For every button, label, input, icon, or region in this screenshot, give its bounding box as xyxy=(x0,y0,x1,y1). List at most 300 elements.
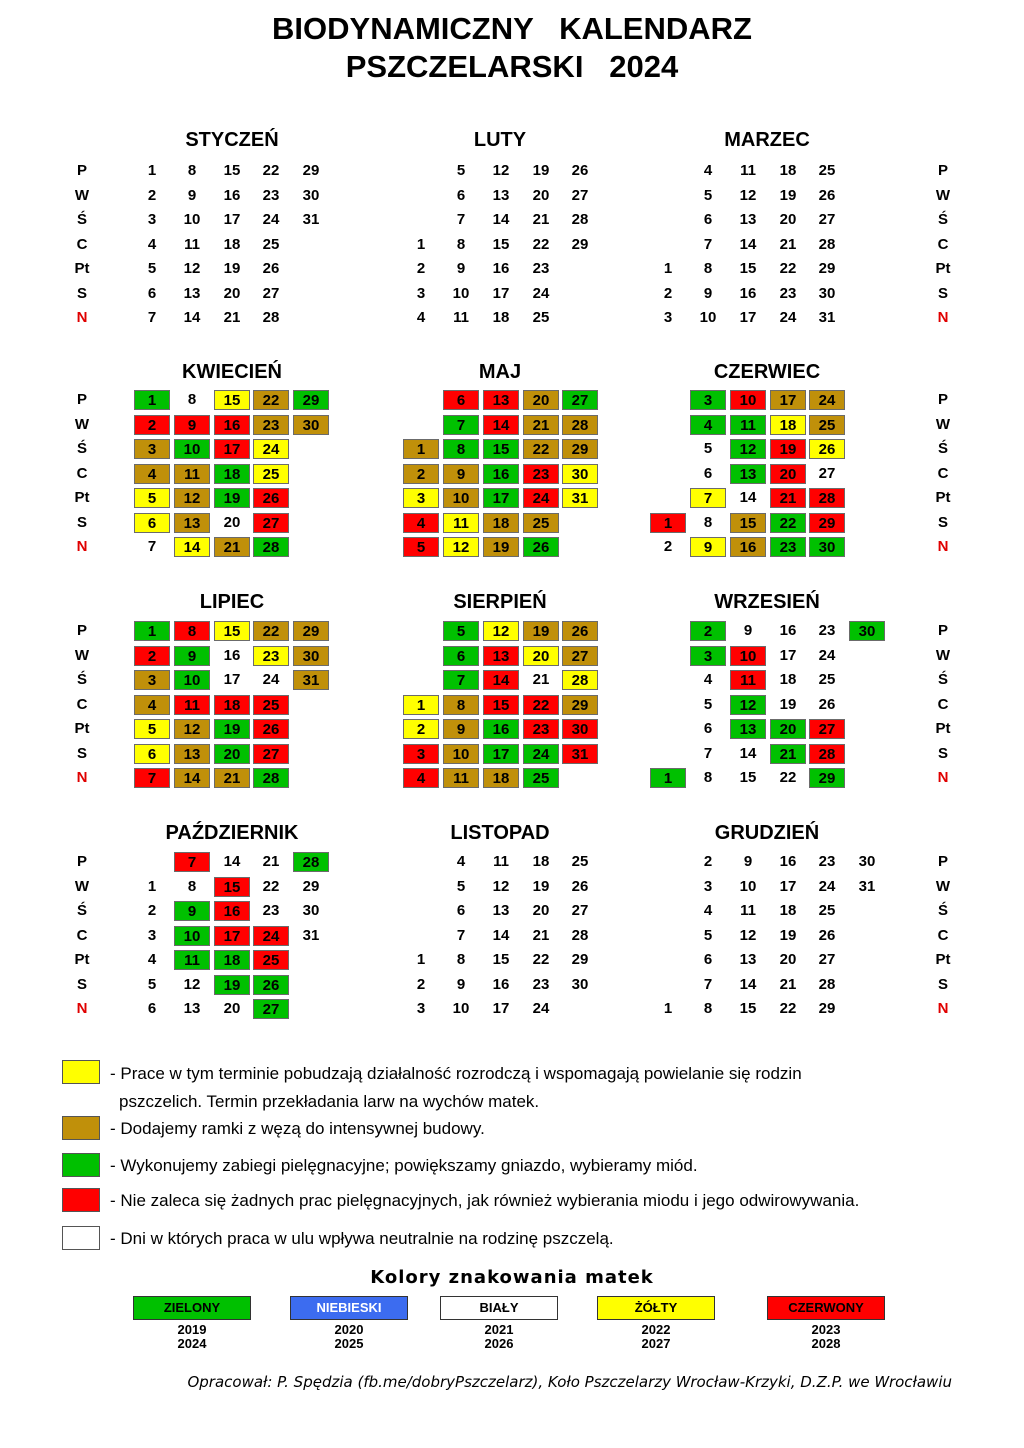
day-cell: 21 xyxy=(214,537,250,557)
day-cell: 5 xyxy=(147,975,157,993)
day-cell: 24 xyxy=(532,284,550,302)
day-cell: 26 xyxy=(562,621,598,641)
day-label-left: P xyxy=(76,622,87,639)
day-cell: 1 xyxy=(416,235,426,253)
day-cell: 23 xyxy=(523,719,559,739)
queen-year: 2021 xyxy=(484,1322,514,1337)
day-cell: 11 xyxy=(184,235,200,253)
day-cell: 25 xyxy=(532,309,550,326)
day-cell: 24 xyxy=(253,439,289,459)
day-cell: 17 xyxy=(492,284,510,302)
day-cell: 27 xyxy=(571,902,589,919)
day-cell: 21 xyxy=(532,671,550,688)
month-name: STYCZEŃ xyxy=(185,129,279,151)
day-cell: 14 xyxy=(483,415,519,435)
day-cell: 19 xyxy=(523,621,559,641)
day-cell: 20 xyxy=(779,211,797,228)
day-cell: 8 xyxy=(456,951,466,968)
day-cell: 3 xyxy=(147,211,157,228)
day-label-left: P xyxy=(76,391,87,408)
day-cell: 24 xyxy=(532,1000,550,1017)
day-cell: 22 xyxy=(253,621,289,641)
day-cell: 23 xyxy=(253,415,289,435)
day-cell: 5 xyxy=(403,537,439,557)
day-cell: 17 xyxy=(770,390,806,410)
day-cell: 5 xyxy=(703,186,713,204)
day-cell: 15 xyxy=(214,877,250,897)
day-cell: 26 xyxy=(818,186,836,204)
day-cell: 11 xyxy=(174,464,210,484)
day-cell: 17 xyxy=(214,439,250,459)
day-cell: 14 xyxy=(492,926,510,944)
day-cell: 9 xyxy=(456,975,466,993)
day-cell: 1 xyxy=(147,162,157,179)
day-cell: 7 xyxy=(174,852,210,872)
day-cell: 1 xyxy=(663,1000,673,1017)
day-cell: 26 xyxy=(809,439,845,459)
day-cell: 14 xyxy=(483,670,519,690)
day-cell: 5 xyxy=(456,877,466,895)
day-cell: 3 xyxy=(416,284,426,302)
day-label-left: Ś xyxy=(76,902,87,919)
day-label-left: N xyxy=(76,769,88,786)
day-cell: 2 xyxy=(403,719,439,739)
day-cell: 20 xyxy=(223,284,241,302)
day-label-right: C xyxy=(937,926,949,944)
day-cell: 22 xyxy=(532,951,550,968)
day-cell: 20 xyxy=(223,1000,241,1017)
day-cell: 3 xyxy=(703,877,713,895)
day-cell: 13 xyxy=(483,646,519,666)
day-cell: 14 xyxy=(492,211,510,228)
day-cell: 21 xyxy=(770,488,806,508)
day-label-left: W xyxy=(74,877,90,895)
legend-text xyxy=(110,1225,970,1253)
day-cell: 23 xyxy=(253,646,289,666)
day-cell: 29 xyxy=(302,162,320,179)
day-cell: 19 xyxy=(214,719,250,739)
day-label-left: P xyxy=(76,853,87,870)
day-cell: 15 xyxy=(214,390,250,410)
day-cell: 30 xyxy=(302,902,320,919)
day-cell: 10 xyxy=(174,439,210,459)
day-cell: 23 xyxy=(818,622,836,639)
day-cell: 20 xyxy=(770,719,806,739)
day-cell: 21 xyxy=(523,415,559,435)
legend-line: - Dodajemy ramki z węzą do intensywnej budowy. xyxy=(110,1119,485,1138)
day-cell: 19 xyxy=(483,537,519,557)
month-name: LISTOPAD xyxy=(450,822,550,844)
day-cell: 6 xyxy=(703,720,713,737)
day-cell: 29 xyxy=(562,695,598,715)
queen-color-box: CZERWONY xyxy=(767,1296,885,1320)
queen-year: 2027 xyxy=(641,1336,671,1351)
day-cell: 10 xyxy=(183,211,201,228)
day-cell: 20 xyxy=(770,464,806,484)
day-cell: 11 xyxy=(443,513,479,533)
legend-swatch xyxy=(62,1188,100,1212)
day-cell: 6 xyxy=(134,513,170,533)
day-cell: 11 xyxy=(740,902,756,919)
day-label-right: P xyxy=(937,622,948,639)
legend-text xyxy=(110,1115,970,1143)
day-label-right: N xyxy=(937,769,949,786)
day-cell: 13 xyxy=(483,390,519,410)
day-cell: 6 xyxy=(134,744,170,764)
legend-swatch xyxy=(62,1153,100,1177)
day-cell: 30 xyxy=(293,415,329,435)
day-cell: 7 xyxy=(147,309,157,326)
day-cell: 14 xyxy=(223,853,241,870)
day-cell: 9 xyxy=(187,186,197,204)
day-cell: 22 xyxy=(523,695,559,715)
day-cell: 30 xyxy=(562,719,598,739)
queen-color-years xyxy=(133,1323,251,1351)
month-name: CZERWIEC xyxy=(713,361,821,383)
day-cell: 17 xyxy=(492,1000,510,1017)
day-cell: 28 xyxy=(293,852,329,872)
day-cell: 19 xyxy=(532,162,550,179)
day-cell: 5 xyxy=(443,621,479,641)
day-cell: 2 xyxy=(147,186,157,204)
day-cell: 24 xyxy=(262,211,280,228)
day-cell: 28 xyxy=(562,670,598,690)
day-cell: 11 xyxy=(443,768,479,788)
day-cell: 4 xyxy=(416,309,426,326)
day-cell: 10 xyxy=(443,744,479,764)
day-cell: 14 xyxy=(183,309,201,326)
day-cell: 21 xyxy=(770,744,806,764)
day-cell: 20 xyxy=(532,186,550,204)
day-cell: 17 xyxy=(223,671,241,688)
day-cell: 17 xyxy=(483,488,519,508)
day-cell: 1 xyxy=(403,695,439,715)
day-cell: 8 xyxy=(703,769,713,786)
day-cell: 23 xyxy=(532,975,550,993)
day-cell: 6 xyxy=(456,902,466,919)
day-cell: 13 xyxy=(183,1000,201,1017)
day-cell: 19 xyxy=(770,439,806,459)
queen-color-box: ZIELONY xyxy=(133,1296,251,1320)
day-label-right: S xyxy=(937,744,948,762)
day-cell: 27 xyxy=(562,646,598,666)
day-cell: 28 xyxy=(818,235,836,253)
day-cell: 6 xyxy=(443,646,479,666)
day-cell: 5 xyxy=(703,926,713,944)
day-cell: 4 xyxy=(403,513,439,533)
day-cell: 30 xyxy=(302,186,320,204)
day-cell: 19 xyxy=(214,975,250,995)
day-cell: 23 xyxy=(262,186,280,204)
day-cell: 15 xyxy=(223,162,241,179)
day-cell: 27 xyxy=(253,999,289,1019)
day-cell: 30 xyxy=(809,537,845,557)
day-cell: 16 xyxy=(214,415,250,435)
day-cell: 19 xyxy=(779,186,797,204)
day-cell: 16 xyxy=(483,719,519,739)
day-cell: 22 xyxy=(262,877,280,895)
day-cell: 28 xyxy=(809,488,845,508)
day-cell: 14 xyxy=(739,744,757,762)
day-cell: 28 xyxy=(253,537,289,557)
day-cell: 23 xyxy=(532,260,550,277)
day-cell: 4 xyxy=(456,853,466,870)
day-cell: 12 xyxy=(174,488,210,508)
day-cell: 25 xyxy=(809,415,845,435)
day-cell: 28 xyxy=(809,744,845,764)
day-cell: 8 xyxy=(443,695,479,715)
day-label-left: C xyxy=(76,926,88,944)
day-label-left: C xyxy=(76,235,88,253)
day-cell: 16 xyxy=(223,186,241,204)
day-cell: 11 xyxy=(453,309,469,326)
day-cell: 19 xyxy=(223,260,241,277)
day-cell: 6 xyxy=(703,951,713,968)
day-cell: 20 xyxy=(779,951,797,968)
day-cell: 1 xyxy=(134,621,170,641)
day-cell: 7 xyxy=(690,488,726,508)
day-cell: 24 xyxy=(523,488,559,508)
day-cell: 2 xyxy=(134,415,170,435)
day-cell: 31 xyxy=(562,488,598,508)
day-cell: 24 xyxy=(818,646,836,664)
legend-text xyxy=(110,1060,970,1116)
legend-line: - Prace w tym terminie pobudzają działalność rozrodczą i wspomagają powielanie się rodzin xyxy=(110,1064,802,1083)
day-label-right: C xyxy=(937,235,949,253)
day-cell: 20 xyxy=(532,902,550,919)
day-cell: 18 xyxy=(214,950,250,970)
day-cell: 13 xyxy=(174,513,210,533)
legend-swatch xyxy=(62,1226,100,1250)
day-cell: 8 xyxy=(703,513,713,531)
day-cell: 7 xyxy=(147,538,157,555)
day-cell: 27 xyxy=(809,719,845,739)
day-cell: 24 xyxy=(818,877,836,895)
day-label-right: S xyxy=(937,513,948,531)
title-line-1: BIODYNAMICZNY KALENDARZ xyxy=(272,11,752,46)
day-cell: 4 xyxy=(147,235,157,253)
day-cell: 12 xyxy=(730,439,766,459)
day-cell: 6 xyxy=(703,211,713,228)
day-cell: 7 xyxy=(456,211,466,228)
queen-year: 2022 xyxy=(641,1322,671,1337)
queen-year: 2019 xyxy=(177,1322,207,1337)
day-cell: 20 xyxy=(214,744,250,764)
day-cell: 14 xyxy=(739,489,757,506)
day-cell: 17 xyxy=(779,877,797,895)
day-cell: 17 xyxy=(483,744,519,764)
day-label-right: N xyxy=(937,1000,949,1017)
day-cell: 11 xyxy=(493,853,509,870)
day-cell: 5 xyxy=(456,162,466,179)
day-label-left: P xyxy=(76,162,87,179)
day-cell: 25 xyxy=(253,950,289,970)
day-cell: 4 xyxy=(134,695,170,715)
day-cell: 26 xyxy=(262,260,280,277)
day-cell: 18 xyxy=(779,902,797,919)
month-name: WRZESIEŃ xyxy=(714,591,820,613)
day-label-right: C xyxy=(937,695,949,713)
day-cell: 12 xyxy=(739,926,757,944)
day-label-right: W xyxy=(935,415,951,433)
month-name: LUTY xyxy=(473,129,527,151)
day-label-right: S xyxy=(937,975,948,993)
day-cell: 29 xyxy=(302,877,320,895)
day-cell: 9 xyxy=(174,901,210,921)
day-cell: 13 xyxy=(174,744,210,764)
day-cell: 29 xyxy=(809,768,845,788)
day-cell: 23 xyxy=(523,464,559,484)
page-title xyxy=(0,10,1024,86)
day-cell: 7 xyxy=(703,235,713,253)
day-cell: 25 xyxy=(818,671,836,688)
day-cell: 10 xyxy=(443,488,479,508)
legend-swatch xyxy=(62,1060,100,1084)
day-cell: 22 xyxy=(779,260,797,277)
day-cell: 30 xyxy=(818,284,836,302)
day-cell: 9 xyxy=(443,719,479,739)
queen-color-years xyxy=(597,1323,715,1351)
queen-color-years xyxy=(290,1323,408,1351)
queen-year: 2023 xyxy=(811,1322,841,1337)
day-cell: 7 xyxy=(443,415,479,435)
day-label-right: C xyxy=(937,464,949,482)
queen-year: 2028 xyxy=(811,1336,841,1351)
day-cell: 30 xyxy=(858,853,876,870)
day-cell: 31 xyxy=(293,670,329,690)
day-cell: 22 xyxy=(779,769,797,786)
day-cell: 10 xyxy=(739,877,757,895)
day-cell: 21 xyxy=(262,853,280,870)
day-cell: 1 xyxy=(134,390,170,410)
month-name: SIERPIEŃ xyxy=(453,591,547,613)
day-cell: 31 xyxy=(302,211,320,228)
day-cell: 15 xyxy=(739,769,757,786)
day-cell: 22 xyxy=(532,235,550,253)
day-cell: 25 xyxy=(818,162,836,179)
day-cell: 28 xyxy=(562,415,598,435)
day-cell: 9 xyxy=(743,853,753,870)
day-cell: 16 xyxy=(214,901,250,921)
day-cell: 29 xyxy=(818,1000,836,1017)
queen-color-years xyxy=(440,1323,558,1351)
day-cell: 16 xyxy=(779,622,797,639)
day-cell: 4 xyxy=(703,671,713,688)
day-label-left: S xyxy=(76,744,87,762)
day-cell: 22 xyxy=(770,513,806,533)
credit-line: Opracował: P. Spędzia (fb.me/dobryPszczelarz), Koło Pszczelarzy Wrocław-Krzyki, D.Z.P. we Wrocławiu xyxy=(187,1373,952,1391)
day-label-right: N xyxy=(937,309,949,326)
day-cell: 25 xyxy=(571,853,589,870)
day-cell: 4 xyxy=(703,902,713,919)
queen-year: 2025 xyxy=(334,1336,364,1351)
day-label-left: Ś xyxy=(76,671,87,688)
day-cell: 26 xyxy=(523,537,559,557)
day-cell: 26 xyxy=(818,695,836,713)
day-cell: 24 xyxy=(809,390,845,410)
legend-text xyxy=(110,1152,970,1180)
day-cell: 26 xyxy=(571,877,589,895)
day-label-right: P xyxy=(937,853,948,870)
day-cell: 13 xyxy=(730,464,766,484)
month-name: MAJ xyxy=(478,361,522,383)
day-cell: 2 xyxy=(703,853,713,870)
day-cell: 6 xyxy=(703,464,713,482)
day-cell: 12 xyxy=(492,162,510,179)
day-cell: 4 xyxy=(690,415,726,435)
day-cell: 27 xyxy=(253,744,289,764)
day-cell: 9 xyxy=(743,622,753,639)
day-cell: 1 xyxy=(403,439,439,459)
day-cell: 12 xyxy=(483,621,519,641)
day-cell: 11 xyxy=(174,950,210,970)
day-cell: 19 xyxy=(779,926,797,944)
day-cell: 19 xyxy=(214,488,250,508)
legend-line: - Nie zaleca się żadnych prac pielęgnacyjnych, jak również wybierania miodu i jego odwirowywania. xyxy=(110,1191,860,1210)
day-cell: 3 xyxy=(134,670,170,690)
day-label-left: Ś xyxy=(76,440,87,457)
day-cell: 27 xyxy=(571,186,589,204)
day-cell: 21 xyxy=(223,309,241,326)
day-cell: 28 xyxy=(818,975,836,993)
day-cell: 22 xyxy=(253,390,289,410)
day-label-left: W xyxy=(74,186,90,204)
day-cell: 9 xyxy=(443,464,479,484)
day-cell: 27 xyxy=(818,211,836,228)
day-label-left: Pt xyxy=(74,720,90,737)
day-cell: 16 xyxy=(483,464,519,484)
day-cell: 29 xyxy=(293,621,329,641)
day-cell: 11 xyxy=(730,415,766,435)
day-cell: 19 xyxy=(532,877,550,895)
day-cell: 3 xyxy=(690,646,726,666)
day-cell: 30 xyxy=(849,621,885,641)
day-label-right: Pt xyxy=(935,260,951,277)
day-cell: 2 xyxy=(416,975,426,993)
day-cell: 17 xyxy=(739,309,757,326)
day-cell: 3 xyxy=(147,926,157,944)
day-cell: 20 xyxy=(523,390,559,410)
day-cell: 31 xyxy=(302,926,320,944)
queen-year: 2024 xyxy=(177,1336,207,1351)
day-cell: 17 xyxy=(779,646,797,664)
day-cell: 3 xyxy=(403,488,439,508)
day-cell: 13 xyxy=(739,211,757,228)
day-cell: 19 xyxy=(779,695,797,713)
month-name: GRUDZIEŃ xyxy=(714,822,820,844)
day-cell: 13 xyxy=(739,951,757,968)
day-cell: 12 xyxy=(183,260,201,277)
day-label-left: S xyxy=(76,975,87,993)
day-cell: 11 xyxy=(174,695,210,715)
day-label-left: Pt xyxy=(74,951,90,968)
day-cell: 13 xyxy=(492,902,510,919)
day-cell: 6 xyxy=(147,1000,157,1017)
day-label-right: S xyxy=(937,284,948,302)
day-cell: 15 xyxy=(492,951,510,968)
day-cell: 29 xyxy=(562,439,598,459)
day-cell: 3 xyxy=(690,390,726,410)
day-cell: 16 xyxy=(739,284,757,302)
day-cell: 29 xyxy=(809,513,845,533)
day-cell: 27 xyxy=(818,464,836,482)
day-cell: 13 xyxy=(492,186,510,204)
queen-color-box: BIAŁY xyxy=(440,1296,558,1320)
day-cell: 31 xyxy=(858,877,876,895)
day-cell: 3 xyxy=(403,744,439,764)
day-cell: 26 xyxy=(571,162,589,179)
day-cell: 27 xyxy=(818,951,836,968)
